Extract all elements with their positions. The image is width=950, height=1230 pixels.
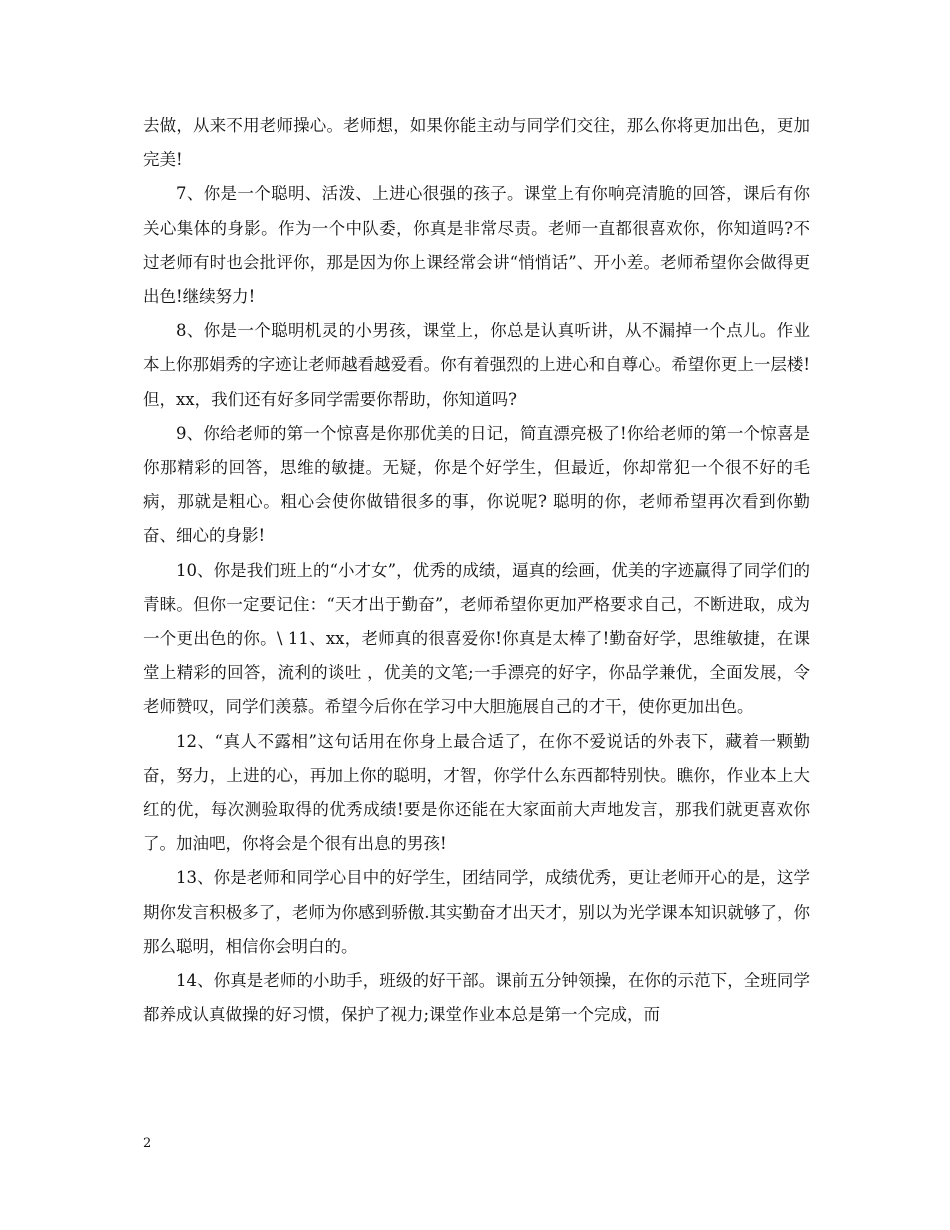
paragraph-item-9: 9、你给老师的第一个惊喜是你那优美的日记，简直漂亮极了!你给老师的第一个惊喜是你那精彩的回答，思维的敏捷。无疑，你是个好学生，但最近，你却常犯一个很不好的毛病，那就是粗心。粗心会使你做错很多的事，你说呢? 聪明的你，老师希望再次看到你勤奋、细心的身影! bbox=[143, 423, 810, 546]
document-body bbox=[143, 109, 810, 1032]
paragraph-item-12: 12、“真人不露相”这句话用在你身上最合适了，在你不爱说话的外表下，藏着一颗勤奋，努力，上进的心，再加上你的聪明，才智，你学什么东西都特别快。瞧你，作业本上大红的优，每次测验取得的优秀成绩!要是你还能在大家面前大声地发言，那我们就更喜欢你了。加油吧，你将会是个很有出息的男孩! bbox=[143, 731, 810, 854]
paragraph-item-14: 14、你真是老师的小助手，班级的好干部。课前五分钟领操，在你的示范下，全班同学都养成认真做操的好习惯，保护了视力;课堂作业本总是第一个完成，而 bbox=[143, 971, 810, 1025]
paragraph-item-8: 8、你是一个聪明机灵的小男孩，课堂上，你总是认真听讲，从不漏掉一个点儿。作业本上你那娟秀的字迹让老师越看越爱看。你有着强烈的上进心和自尊心。希望你更上一层楼!但，xx，我们还有好多同学需要你帮助，你知道吗? bbox=[143, 321, 810, 409]
page-number: 2 bbox=[143, 1136, 152, 1151]
paragraph-continuation: 去做，从来不用老师操心。老师想，如果你能主动与同学们交往，那么你将更加出色，更加完美! bbox=[143, 116, 810, 170]
paragraph-item-7: 7、你是一个聪明、活泼、上进心很强的孩子。课堂上有你响亮清脆的回答，课后有你关心集体的身影。作为一个中队委，你真是非常尽责。老师一直都很喜欢你，你知道吗?不过老师有时也会批评你，那是因为你上课经常会讲“悄悄话”、开小差。老师希望你会做得更出色!继续努力! bbox=[143, 184, 810, 307]
paragraph-item-13: 13、你是老师和同学心目中的好学生，团结同学，成绩优秀，更让老师开心的是，这学期你发言积极多了，老师为你感到骄傲.其实勤奋才出天才，别以为光学课本知识就够了，你那么聪明，相信你会明白的。 bbox=[143, 868, 810, 956]
paragraph-item-10: 10、你是我们班上的“小才女”，优秀的成绩，逼真的绘画，优美的字迹赢得了同学们的青睐。但你一定要记住：“天才出于勤奋”，老师希望你更加严格要求自己，不断进取，成为一个更出色的你。\ 11、xx，老师真的很喜爱你!你真是太棒了!勤奋好学，思维敏捷，在课堂上精彩的回答，流利的谈吐 ，优美的文笔;一手漂亮的好字，你品学兼优，全面发展，令老师赞叹，同学们羡慕。希望今后你在学习中大胆施展自己的才干，使你更加出色。 bbox=[143, 560, 810, 717]
